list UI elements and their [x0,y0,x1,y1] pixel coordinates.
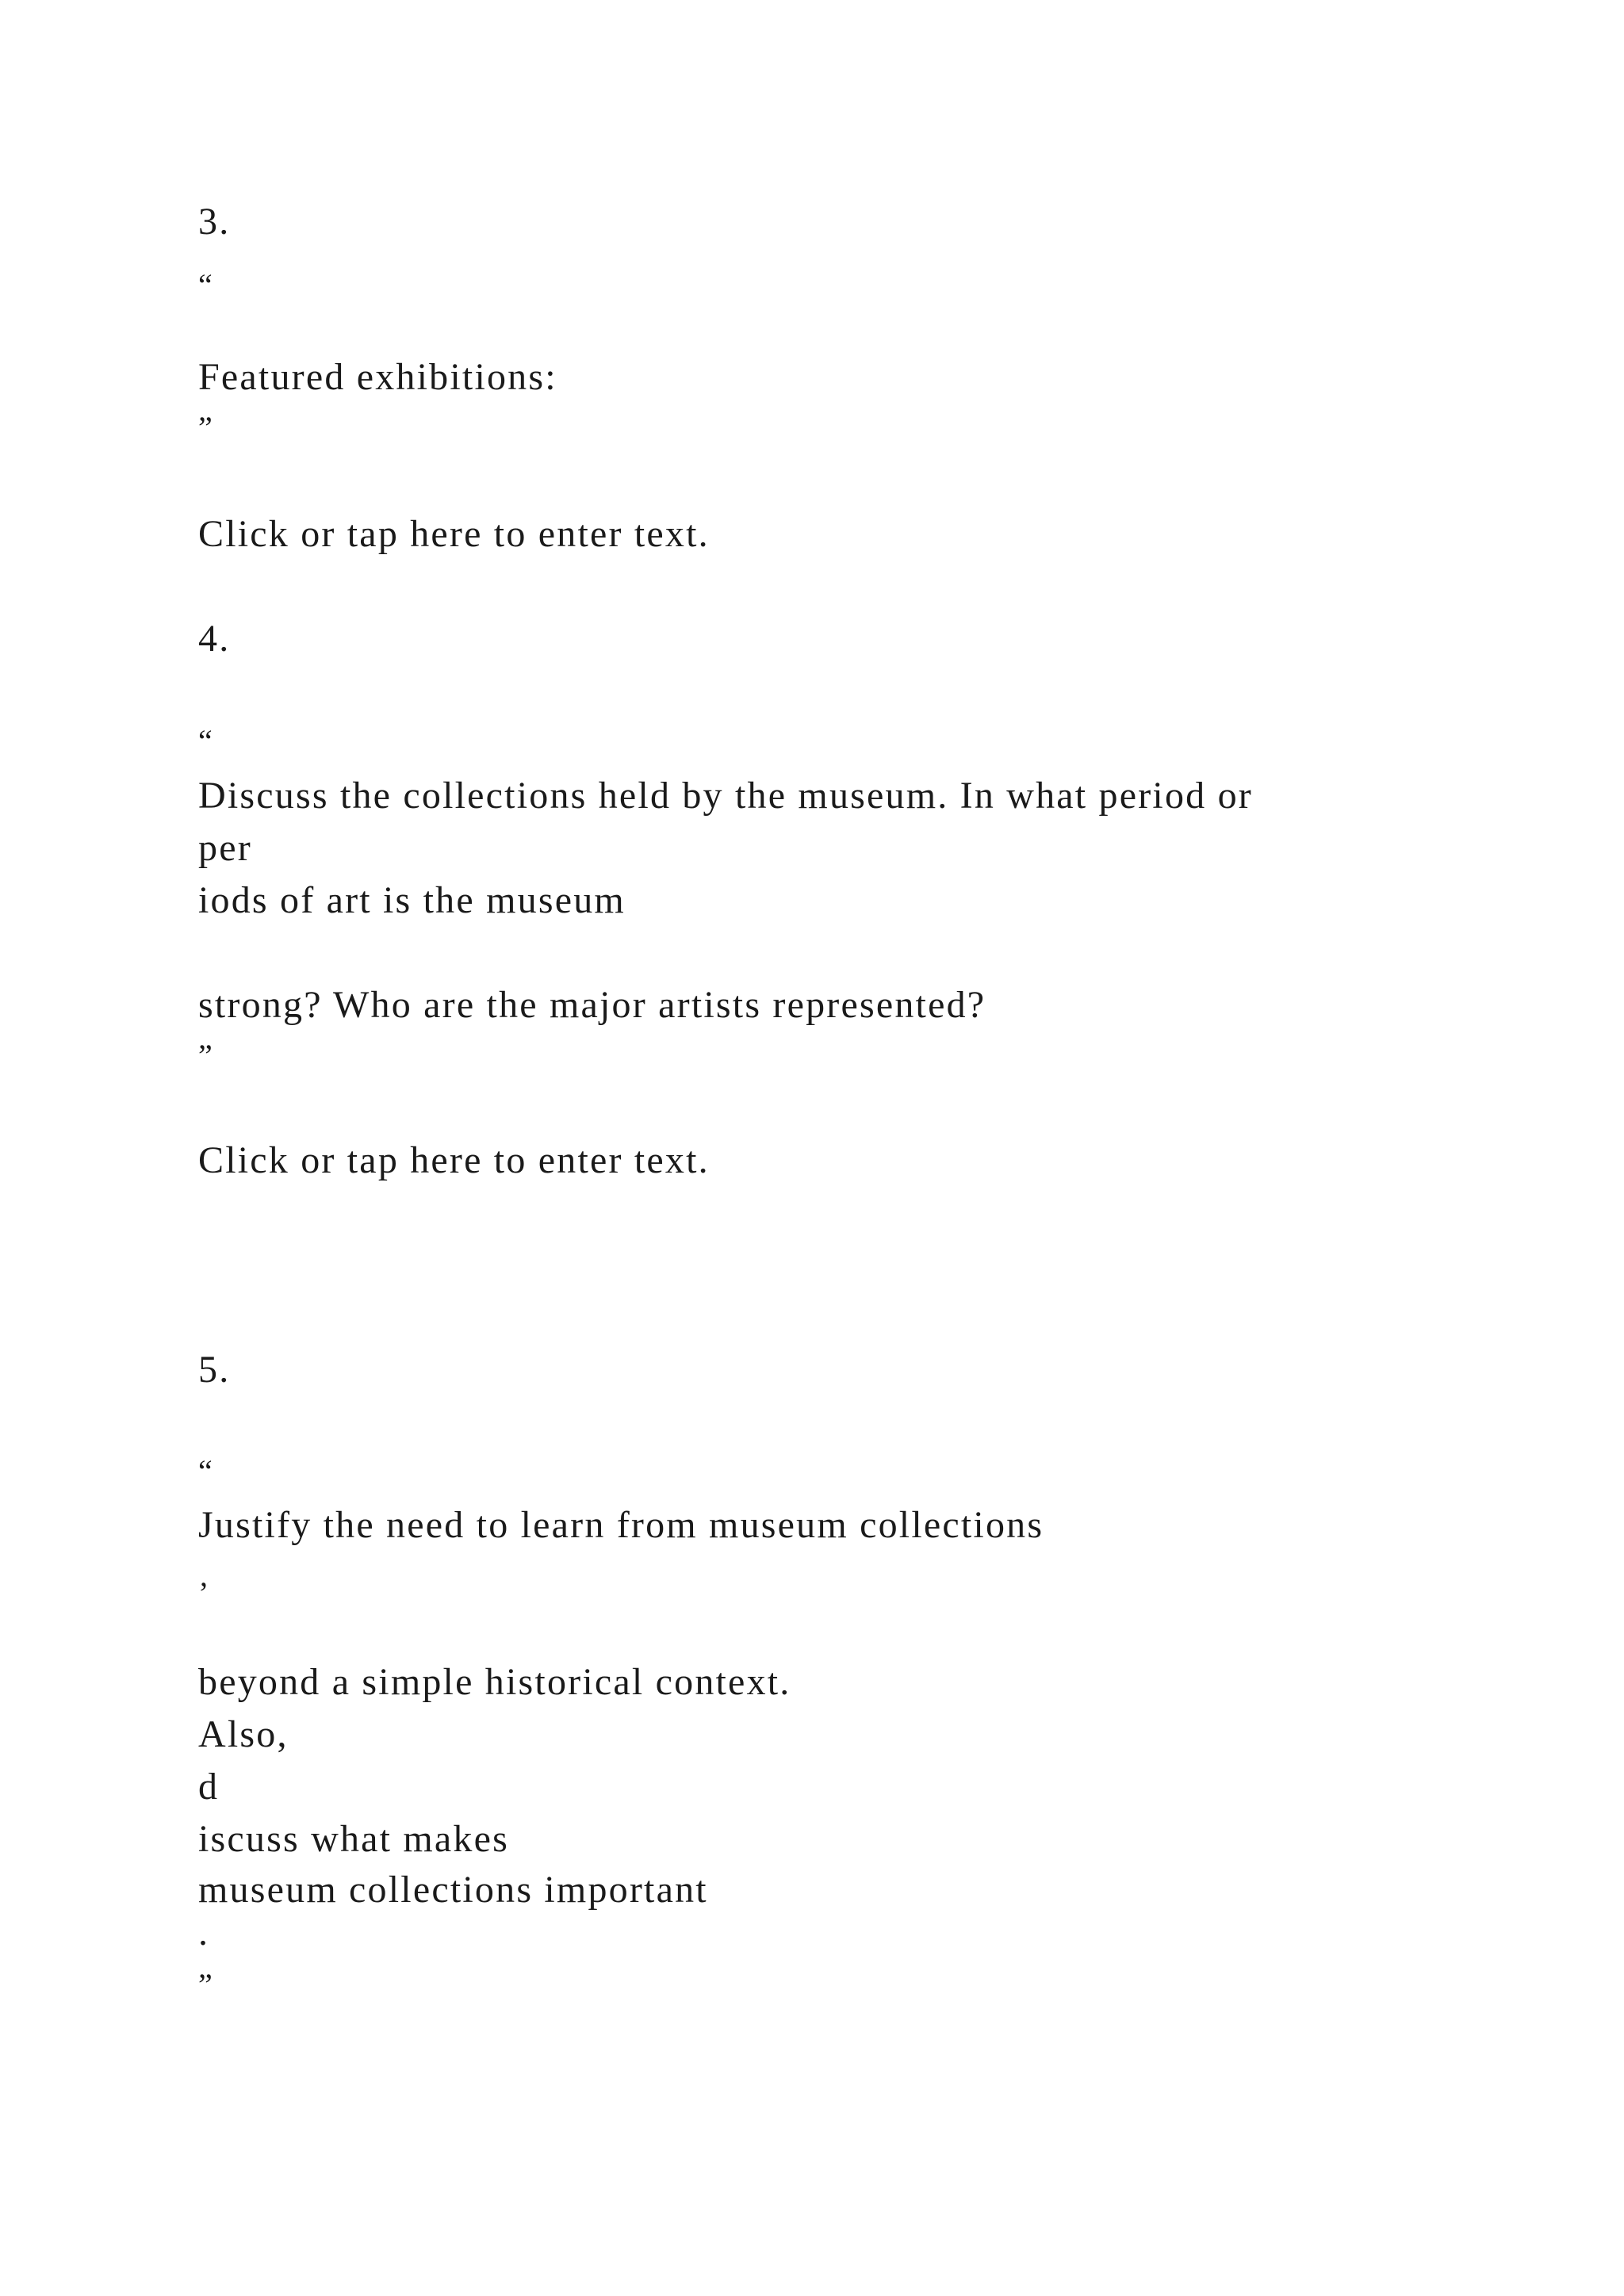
item-3-open-quote: “ [198,267,214,303]
item-5-prompt-line-6: iscuss what makes [198,1818,510,1860]
item-4-open-quote: “ [198,723,214,759]
item-3-answer-field[interactable]: Click or tap here to enter text. [198,513,710,555]
item-5-prompt-line-2: ’ [198,1575,211,1611]
item-4-close-quote: ” [198,1038,214,1073]
item-4-prompt-line-2: per [198,827,252,869]
item-4-prompt-line-4: strong? Who are the major artists represented? [198,984,986,1026]
item-3-prompt-line-1: Featured exhibitions: [198,356,557,398]
item-5-number: 5. [198,1349,231,1391]
item-4-number: 4. [198,618,231,660]
item-5-open-quote: “ [198,1453,214,1489]
item-5-prompt-line-4: Also, [198,1713,289,1755]
item-4-prompt-line-1: Discuss the collections held by the museum. In what period or [198,775,1253,817]
item-5-close-quote: ” [198,1967,214,2003]
item-5-prompt-line-8: . [198,1911,210,1954]
item-5-prompt-line-5: d [198,1766,220,1808]
item-4-prompt-line-3: iods of art is the museum [198,879,626,921]
item-3-number: 3. [198,201,231,243]
item-5-prompt-line-3: beyond a simple historical context. [198,1661,791,1703]
item-3-close-quote: ” [198,410,214,446]
item-4-answer-field[interactable]: Click or tap here to enter text. [198,1139,710,1181]
item-5-prompt-line-7: museum collections important [198,1869,708,1911]
item-5-prompt-line-1: Justify the need to learn from museum collections [198,1504,1044,1546]
